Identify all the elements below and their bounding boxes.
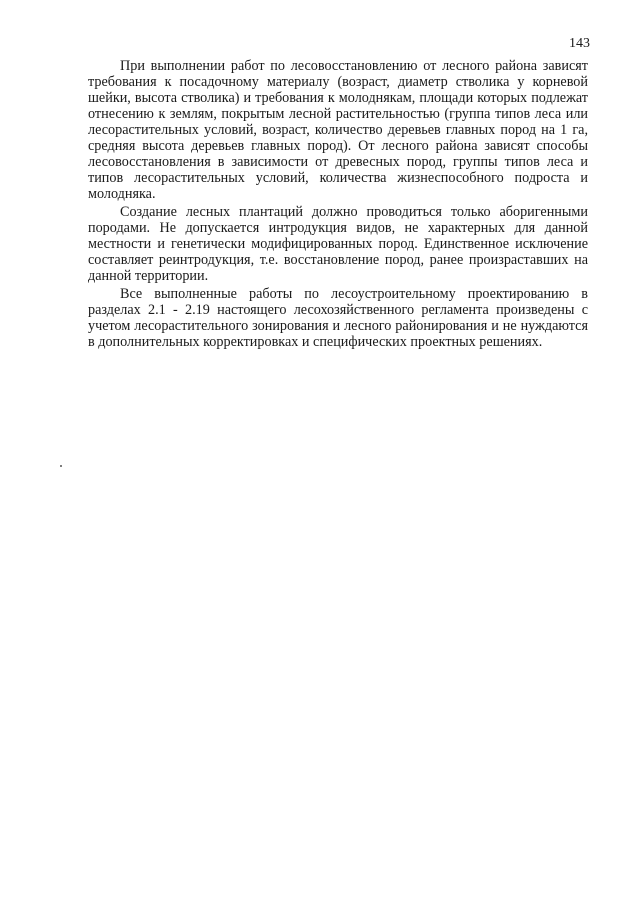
page-number: 143	[569, 36, 590, 51]
paragraph-reforestation-requirements: При выполнении работ по лесовосстановлению от лесного района зависят требования к посадочному материалу (возраст, диаметр стволика у корневой шейки, высота стволика) и требования к молоднякам, площади которых подлежат отнесению к землям, покрытым лесной растительностью (группа типов леса или лесорастительных условий, возраст, количество деревьев главных пород на 1 га, средняя высота деревьев главных пород). От лесного района зависят способы лесовосстановления в зависимости от древесных пород, группы типов леса и типов лесорастительных условий, количества жизнеспособного подроста и молодняка.	[88, 58, 588, 202]
paragraph-forest-plantations: Создание лесных плантаций должно проводиться только аборигенными породами. Не допускается интродукция видов, не характерных для данной местности и генетически модифицированных пород. Единственное исключение составляет реинтродукция, т.е. восстановление пород, ранее произраставших на данной территории.	[88, 204, 588, 284]
paragraph-forest-design-works: Все выполненные работы по лесоустроительному проектированию в разделах 2.1 - 2.19 настоящего лесохозяйственного регламента произведены с учетом лесорастительного зонирования и лесного районирования и не нуждаются в дополнительных корректировках и специфических проектных решениях.	[88, 286, 588, 350]
scan-speck	[60, 465, 62, 467]
document-body	[88, 58, 588, 350]
